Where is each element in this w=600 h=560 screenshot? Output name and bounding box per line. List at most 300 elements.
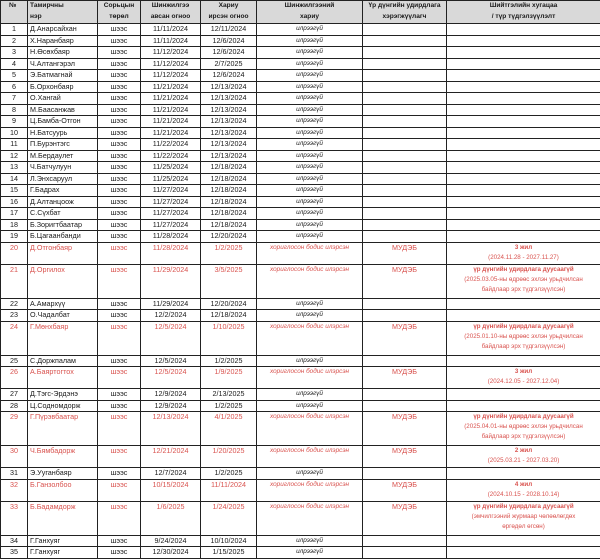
header-test-date xyxy=(141,1,201,24)
sample-type: шээс xyxy=(98,173,141,185)
test-result: хориглосон бодис илэрсэн xyxy=(257,264,363,298)
test-result: илрээгүй xyxy=(257,81,363,93)
athlete-name: Г.Ганхуяг xyxy=(28,547,98,559)
result-date: 1/9/2025 xyxy=(201,367,257,389)
test-result: илрээгүй xyxy=(257,58,363,70)
test-date: 11/12/2024 xyxy=(141,58,201,70)
sanction-period xyxy=(447,310,600,322)
sanction-title: 3 жил xyxy=(514,368,533,375)
test-result: илрээгүй xyxy=(257,139,363,151)
athlete-name: Ч.Алтангэрэл xyxy=(28,58,98,70)
result-date: 12/18/2024 xyxy=(201,310,257,322)
table-row xyxy=(1,219,600,231)
sample-type: шээс xyxy=(98,104,141,116)
test-result: хориглосон бодис илэрсэн xyxy=(257,242,363,264)
result-date: 1/24/2025 xyxy=(201,501,257,535)
sanction-period xyxy=(447,81,600,93)
result-date: 12/6/2024 xyxy=(201,47,257,59)
result-management-org: МУДЭБ xyxy=(363,479,447,501)
test-date: 12/5/2024 xyxy=(141,355,201,367)
sanction-title: үр дүнгийн удирдлага дуусаагүй xyxy=(473,265,574,273)
test-date: 12/21/2024 xyxy=(141,446,201,468)
test-result: илрээгүй xyxy=(257,93,363,105)
sanction-period xyxy=(447,139,600,151)
sample-type: шээс xyxy=(98,24,141,36)
test-result: илрээгүй xyxy=(257,535,363,547)
athlete-name: Д.Тэгс-Эрдэнэ xyxy=(28,389,98,401)
test-date: 11/27/2024 xyxy=(141,185,201,197)
test-result: хориглосон бодис илэрсэн xyxy=(257,321,363,355)
header-no xyxy=(1,1,28,24)
sanction-period xyxy=(447,58,600,70)
test-date: 11/25/2024 xyxy=(141,162,201,174)
athlete-name: Ч.Бямбадорж xyxy=(28,446,98,468)
test-result: илрээгүй xyxy=(257,468,363,480)
result-date: 1/20/2025 xyxy=(201,446,257,468)
sanction-period xyxy=(447,367,600,389)
test-date: 11/27/2024 xyxy=(141,219,201,231)
result-date: 12/18/2024 xyxy=(201,208,257,220)
test-date: 11/29/2024 xyxy=(141,298,201,310)
athlete-name: Б.Цагаанбанди xyxy=(28,231,98,243)
sample-type: шээс xyxy=(98,412,141,446)
test-result: илрээгүй xyxy=(257,400,363,412)
header-sanction-period xyxy=(447,1,600,24)
header-result-management-org xyxy=(363,1,447,24)
result-date: 1/2/2025 xyxy=(201,400,257,412)
sample-type: шээс xyxy=(98,70,141,82)
test-result: хориглосон бодис илэрсэн xyxy=(257,446,363,468)
header-label: Шинжилгээ xyxy=(151,2,190,9)
athlete-name: Д.Оргилох xyxy=(28,264,98,298)
row-number: 16 xyxy=(1,196,28,208)
result-management-org xyxy=(363,70,447,82)
test-result: илрээгүй xyxy=(257,116,363,128)
test-result: илрээгүй xyxy=(257,173,363,185)
test-date: 11/27/2024 xyxy=(141,196,201,208)
row-number: 1 xyxy=(1,24,28,36)
test-date: 11/29/2024 xyxy=(141,264,201,298)
sample-type: шээс xyxy=(98,93,141,105)
result-management-org xyxy=(363,547,447,559)
result-management-org xyxy=(363,139,447,151)
result-management-org: МУДЭБ xyxy=(363,264,447,298)
sample-type: шээс xyxy=(98,208,141,220)
result-management-org xyxy=(363,81,447,93)
test-date: 12/9/2024 xyxy=(141,400,201,412)
athlete-name: Ц.Содномдорж xyxy=(28,400,98,412)
result-date: 12/18/2024 xyxy=(201,196,257,208)
athlete-name: Д.Алтанцоож xyxy=(28,196,98,208)
athlete-name: О.Чадалбат xyxy=(28,310,98,322)
row-number: 29 xyxy=(1,412,28,446)
sanction-detail: (2025.01.10-ны өдрөөс эхлэн урьдчилсан xyxy=(464,332,583,340)
table-row xyxy=(1,321,600,355)
result-date: 4/1/2025 xyxy=(201,412,257,446)
table-row xyxy=(1,400,600,412)
test-date: 10/15/2024 xyxy=(141,479,201,501)
result-date: 1/2/2025 xyxy=(201,355,257,367)
athlete-name: Н.Батсуурь xyxy=(28,127,98,139)
sanction-period xyxy=(447,185,600,197)
result-date: 12/13/2024 xyxy=(201,150,257,162)
table-row xyxy=(1,242,600,264)
table-row xyxy=(1,162,600,174)
result-management-org xyxy=(363,150,447,162)
test-date: 11/21/2024 xyxy=(141,81,201,93)
sanction-period xyxy=(447,242,600,264)
header-label: Хариу xyxy=(218,2,239,9)
sanction-title: үр дүнгийн удирдлага дуусаагүй xyxy=(473,322,574,330)
sample-type: шээс xyxy=(98,468,141,480)
sample-type: шээс xyxy=(98,127,141,139)
test-date: 12/30/2024 xyxy=(141,547,201,559)
row-number: 26 xyxy=(1,367,28,389)
result-date: 10/10/2024 xyxy=(201,535,257,547)
athlete-name: Х.Наранбаяр xyxy=(28,35,98,47)
header-athlete-name xyxy=(28,1,98,24)
row-number: 24 xyxy=(1,321,28,355)
test-result: илрээгүй xyxy=(257,24,363,36)
test-date: 11/21/2024 xyxy=(141,104,201,116)
test-result: илрээгүй xyxy=(257,547,363,559)
result-management-org xyxy=(363,173,447,185)
test-result: хориглосон бодис илэрсэн xyxy=(257,367,363,389)
header-label: Шийтгэлийн хугацаа xyxy=(489,2,558,9)
header-label: нэр xyxy=(30,12,42,20)
sample-type: шээс xyxy=(98,196,141,208)
header-label: Тамирчны xyxy=(30,2,64,9)
row-number: 11 xyxy=(1,139,28,151)
sample-type: шээс xyxy=(98,479,141,501)
test-result: илрээгүй xyxy=(257,389,363,401)
result-management-org xyxy=(363,127,447,139)
result-management-org: МУДЭБ xyxy=(363,321,447,355)
result-management-org xyxy=(363,196,447,208)
sample-type: шээс xyxy=(98,400,141,412)
test-date: 11/27/2024 xyxy=(141,208,201,220)
result-date: 12/11/2024 xyxy=(201,24,257,36)
sanction-period xyxy=(447,70,600,82)
row-number: 33 xyxy=(1,501,28,535)
result-date: 1/2/2025 xyxy=(201,242,257,264)
test-date: 12/9/2024 xyxy=(141,389,201,401)
athlete-name: Н.Өсөхбаяр xyxy=(28,47,98,59)
header-test-result xyxy=(257,1,363,24)
header-no-label: № xyxy=(9,2,17,9)
test-result: илрээгүй xyxy=(257,70,363,82)
athlete-name: А.Баяртогтох xyxy=(28,367,98,389)
sanction-period xyxy=(447,93,600,105)
sample-type: шээс xyxy=(98,310,141,322)
test-date: 12/13/2024 xyxy=(141,412,201,446)
header-label: Шинжилгээний xyxy=(284,2,335,9)
test-result: илрээгүй xyxy=(257,310,363,322)
row-number: 34 xyxy=(1,535,28,547)
row-number: 28 xyxy=(1,400,28,412)
table-row xyxy=(1,24,600,36)
athlete-name: Д.Отгонбаяр xyxy=(28,242,98,264)
table-row xyxy=(1,355,600,367)
row-number: 17 xyxy=(1,208,28,220)
test-result: илрээгүй xyxy=(257,47,363,59)
athlete-name: П.Бурэнтэгс xyxy=(28,139,98,151)
athlete-name: Б.Орхонбаяр xyxy=(28,81,98,93)
result-management-org: МУДЭБ xyxy=(363,412,447,446)
table-row xyxy=(1,173,600,185)
sanction-detail: (2025.03.21 - 2027.03.20) xyxy=(487,457,560,464)
row-number: 2 xyxy=(1,35,28,47)
sanction-period xyxy=(447,47,600,59)
athlete-name: Ц.Бамба-Отгон xyxy=(28,116,98,128)
result-management-org xyxy=(363,104,447,116)
athlete-name: О.Хангай xyxy=(28,93,98,105)
result-management-org xyxy=(363,35,447,47)
sanction-period xyxy=(447,173,600,185)
sample-type: шээс xyxy=(98,355,141,367)
row-number: 15 xyxy=(1,185,28,197)
test-result: илрээгүй xyxy=(257,162,363,174)
result-date: 12/13/2024 xyxy=(201,81,257,93)
table-row xyxy=(1,58,600,70)
table-row xyxy=(1,35,600,47)
sample-type: шээс xyxy=(98,150,141,162)
test-result: илрээгүй xyxy=(257,355,363,367)
table-row xyxy=(1,104,600,116)
table-row xyxy=(1,468,600,480)
table-row xyxy=(1,139,600,151)
result-date: 12/6/2024 xyxy=(201,70,257,82)
result-date: 12/18/2024 xyxy=(201,162,257,174)
header-label: / түр түдгэлзүүлэлт xyxy=(491,12,556,20)
test-result: илрээгүй xyxy=(257,35,363,47)
sample-type: шээс xyxy=(98,321,141,355)
header-label: Үр дүнгийн удирдлага xyxy=(368,2,441,9)
test-date: 11/28/2024 xyxy=(141,242,201,264)
result-management-org xyxy=(363,231,447,243)
row-number: 22 xyxy=(1,298,28,310)
sample-type: шээс xyxy=(98,47,141,59)
result-management-org xyxy=(363,355,447,367)
row-number: 31 xyxy=(1,468,28,480)
athlete-name: Г.Ганхуяг xyxy=(28,535,98,547)
test-result: илрээгүй xyxy=(257,104,363,116)
test-date: 11/25/2024 xyxy=(141,173,201,185)
result-date: 12/18/2024 xyxy=(201,173,257,185)
sanction-period xyxy=(447,231,600,243)
row-number: 30 xyxy=(1,446,28,468)
sanction-period xyxy=(447,150,600,162)
sample-type: шээс xyxy=(98,242,141,264)
result-management-org xyxy=(363,298,447,310)
athlete-name: Б.Ганзолбоо xyxy=(28,479,98,501)
test-result: хориглосон бодис илэрсэн xyxy=(257,412,363,446)
result-management-org xyxy=(363,219,447,231)
result-date: 1/10/2025 xyxy=(201,321,257,355)
sanction-period xyxy=(447,547,600,559)
athlete-name: С.Сүхбат xyxy=(28,208,98,220)
result-date: 3/5/2025 xyxy=(201,264,257,298)
result-date: 2/13/2025 xyxy=(201,389,257,401)
row-number: 13 xyxy=(1,162,28,174)
row-number: 3 xyxy=(1,47,28,59)
athlete-name: Г.Мөнхбаяр xyxy=(28,321,98,355)
sanction-period xyxy=(447,389,600,401)
test-date: 11/22/2024 xyxy=(141,150,201,162)
athlete-name: Б.Зоригтбаатар xyxy=(28,219,98,231)
sanction-period xyxy=(447,355,600,367)
result-date: 1/15/2025 xyxy=(201,547,257,559)
athlete-name: Б.Бадамдорж xyxy=(28,501,98,535)
table-row xyxy=(1,93,600,105)
sanction-detail: өргөдөл өгсөн) xyxy=(502,522,545,530)
sample-type: шээс xyxy=(98,139,141,151)
table-row xyxy=(1,264,600,298)
sample-type: шээс xyxy=(98,446,141,468)
result-date: 12/20/2024 xyxy=(201,298,257,310)
table-row xyxy=(1,81,600,93)
test-date: 11/28/2024 xyxy=(141,231,201,243)
test-result: илрээгүй xyxy=(257,185,363,197)
result-date: 12/18/2024 xyxy=(201,185,257,197)
sample-type: шээс xyxy=(98,535,141,547)
test-date: 11/22/2024 xyxy=(141,139,201,151)
header-label: хэрэгжүүлагч xyxy=(382,12,427,20)
athlete-name: Г.Пүрэвбаатар xyxy=(28,412,98,446)
sanction-period xyxy=(447,412,600,446)
table-row xyxy=(1,535,600,547)
sanction-period xyxy=(447,264,600,298)
header-label: төрөл xyxy=(109,12,129,20)
sanction-period xyxy=(447,104,600,116)
test-date: 9/24/2024 xyxy=(141,535,201,547)
result-date: 11/11/2024 xyxy=(201,479,257,501)
sanction-title: 2 жил xyxy=(514,447,533,454)
sanction-period xyxy=(447,321,600,355)
row-number: 10 xyxy=(1,127,28,139)
test-date: 1/6/2025 xyxy=(141,501,201,535)
test-date: 12/2/2024 xyxy=(141,310,201,322)
result-date: 2/7/2025 xyxy=(201,58,257,70)
result-management-org xyxy=(363,93,447,105)
result-management-org: МУДЭБ xyxy=(363,367,447,389)
row-number: 6 xyxy=(1,81,28,93)
sample-type: шээс xyxy=(98,185,141,197)
row-number: 8 xyxy=(1,104,28,116)
athlete-name: М.Бердаулет xyxy=(28,150,98,162)
test-date: 12/7/2024 xyxy=(141,468,201,480)
sanction-detail: (2025.04.01-ны өдрөөс эхлэн урьдчилсан xyxy=(464,423,583,430)
table-row xyxy=(1,196,600,208)
header-result-date xyxy=(201,1,257,24)
athlete-name: М.Баасанжав xyxy=(28,104,98,116)
header-label: хариу xyxy=(299,12,320,20)
sample-type: шээс xyxy=(98,58,141,70)
row-number: 19 xyxy=(1,231,28,243)
result-management-org: МУДЭБ xyxy=(363,446,447,468)
sanction-title: 3 жил xyxy=(514,243,533,251)
table-row xyxy=(1,127,600,139)
table-header xyxy=(1,1,600,24)
test-result: хориглосон бодис илэрсэн xyxy=(257,501,363,535)
sanction-period xyxy=(447,24,600,36)
result-date: 12/6/2024 xyxy=(201,35,257,47)
row-number: 14 xyxy=(1,173,28,185)
row-number: 35 xyxy=(1,547,28,559)
sanction-detail: (2024.12.05 - 2027.12.04) xyxy=(487,378,560,385)
test-date: 12/5/2024 xyxy=(141,367,201,389)
result-management-org: МУДЭБ xyxy=(363,501,447,535)
athlete-name: Э.Ууганбаяр xyxy=(28,468,98,480)
result-date: 12/13/2024 xyxy=(201,127,257,139)
table-row xyxy=(1,70,600,82)
result-date: 1/2/2025 xyxy=(201,468,257,480)
header-sample-type xyxy=(98,1,141,24)
header-label: ирсэн огноо xyxy=(208,12,249,20)
sanction-detail: (2024.10.15 - 2028.10.14) xyxy=(487,490,560,498)
table-row xyxy=(1,389,600,401)
test-date: 11/11/2024 xyxy=(141,24,201,36)
result-management-org xyxy=(363,208,447,220)
result-management-org xyxy=(363,24,447,36)
result-management-org xyxy=(363,468,447,480)
result-date: 12/20/2024 xyxy=(201,231,257,243)
sanction-title: үр дүнгийн удирдлага дуусаагүй xyxy=(473,413,574,420)
test-date: 11/11/2024 xyxy=(141,35,201,47)
result-management-org xyxy=(363,310,447,322)
row-number: 32 xyxy=(1,479,28,501)
sanction-title: үр дүнгийн удирдлага дуусаагүй xyxy=(473,502,574,510)
sanction-detail: байдлаар эрх түдгэлзүүлсэн) xyxy=(481,342,566,350)
test-result: илрээгүй xyxy=(257,219,363,231)
test-date: 12/5/2024 xyxy=(141,321,201,355)
test-result: илрээгүй xyxy=(257,208,363,220)
row-number: 7 xyxy=(1,93,28,105)
sample-type: шээс xyxy=(98,219,141,231)
sanction-period xyxy=(447,208,600,220)
athlete-name: Л.Энхсаруул xyxy=(28,173,98,185)
row-number: 20 xyxy=(1,242,28,264)
athlete-name: С.Доржпалам xyxy=(28,355,98,367)
table-body xyxy=(1,24,600,559)
sample-type: шээс xyxy=(98,116,141,128)
result-management-org xyxy=(363,116,447,128)
header-label: авсан огноо xyxy=(150,12,191,20)
test-result: илрээгүй xyxy=(257,231,363,243)
result-management-org xyxy=(363,47,447,59)
sanction-detail: (эмчилгээний журмаар чөлөөлөгдөх xyxy=(471,512,576,520)
table-row xyxy=(1,547,600,559)
row-number: 9 xyxy=(1,116,28,128)
result-date: 12/18/2024 xyxy=(201,219,257,231)
row-number: 21 xyxy=(1,264,28,298)
result-date: 12/13/2024 xyxy=(201,116,257,128)
test-date: 11/12/2024 xyxy=(141,70,201,82)
result-date: 12/13/2024 xyxy=(201,139,257,151)
result-date: 12/13/2024 xyxy=(201,104,257,116)
sanction-period xyxy=(447,219,600,231)
table-row xyxy=(1,185,600,197)
athlete-name: Д.Анарсайхан xyxy=(28,24,98,36)
result-management-org xyxy=(363,185,447,197)
row-number: 12 xyxy=(1,150,28,162)
athlete-name: А.Амархүү xyxy=(28,298,98,310)
sanction-period xyxy=(447,446,600,468)
sample-type: шээс xyxy=(98,298,141,310)
table-row xyxy=(1,479,600,501)
sample-type: шээс xyxy=(98,367,141,389)
table-row xyxy=(1,446,600,468)
